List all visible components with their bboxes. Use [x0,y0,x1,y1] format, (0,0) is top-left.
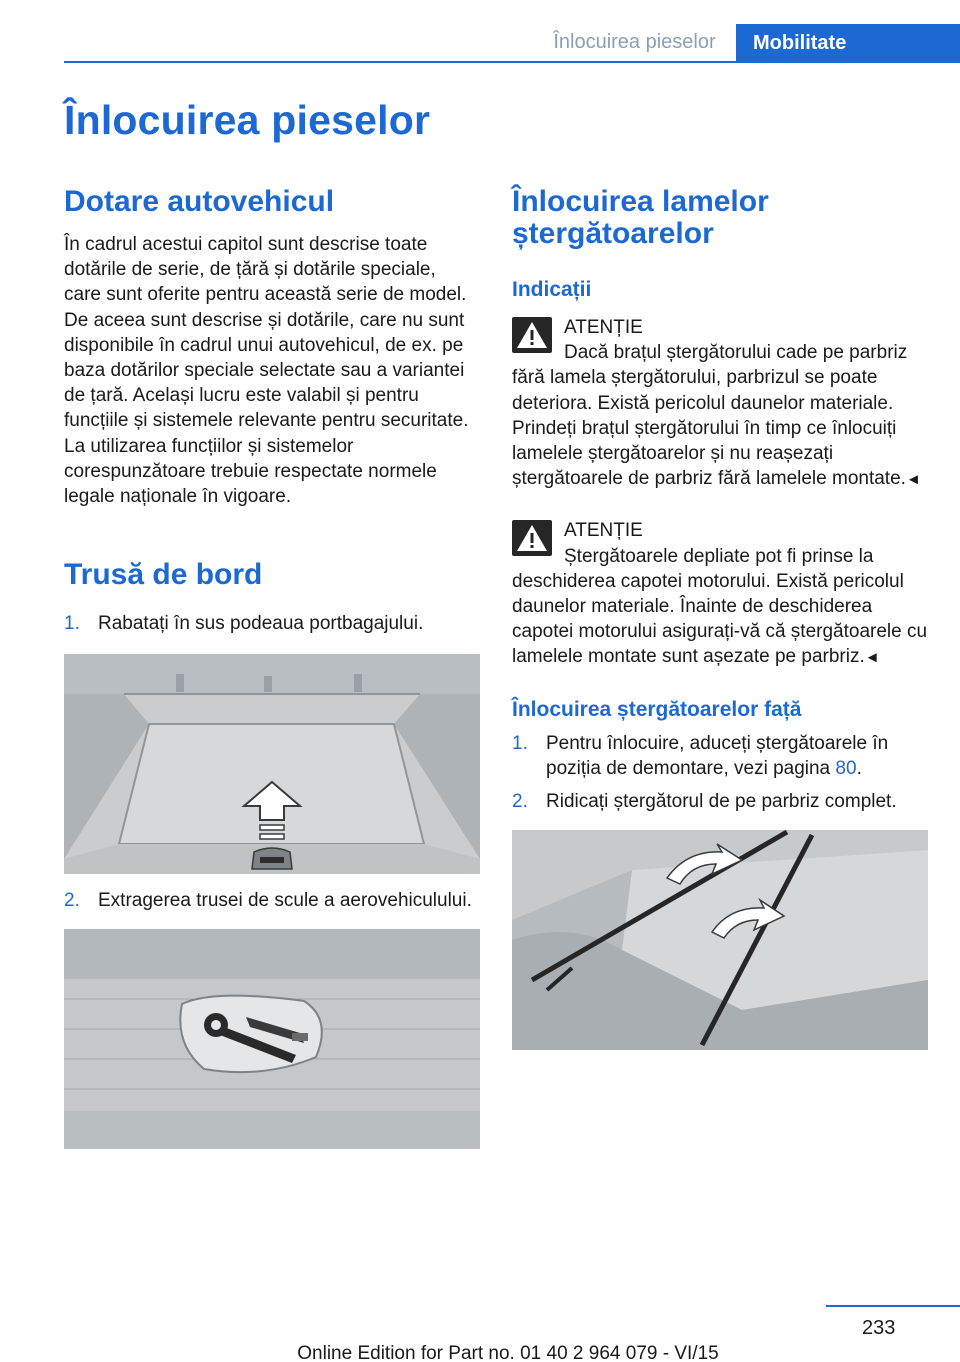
wiper-step-2 [512,789,928,814]
warning-2 [512,518,928,670]
step-text-end: . [856,757,862,779]
warning-triangle-icon [512,317,552,353]
page-link[interactable]: 80 [835,757,857,779]
header-chapter-tab[interactable]: Mobilitate [736,24,960,62]
page-title: Înlocuirea pieselor [64,97,431,143]
trunk-floor-illustration [64,654,480,874]
footer-rule [826,1305,960,1307]
step-number: 2. [64,890,80,912]
footer-edition-text: Online Edition for Part no. 01 40 2 964 079 - VI/15 [297,1343,719,1362]
front-wiper-heading: Înlocuirea ștergătoarelor față [512,697,802,721]
warning-text [512,340,928,492]
kit-step-1 [64,611,480,636]
equipment-text: În cadrul acestui capitol sunt descrise toate dotările de serie, de țără și dotările speciale, care sunt oferite pentru această serie de model. De aceea sunt descrise și dotările, care nu sunt disponibile în cadrul unui autovehicul, de ex. pe baza dotărilor speciale selectate sau a variantei de țară. Același lucru este valabil și pentru funcțiile și sistemele relevante pentru securitate. La utilizarea funcțiilor și sistemelor corespunzătoare trebuie respectate normele legale naționale în vigoare. [64,234,469,508]
left-column [64,183,480,1149]
right-column [512,183,928,1050]
page-number: 233 [862,1317,896,1339]
notes-heading: Indicații [512,278,592,301]
wiper-figure [512,830,928,1050]
wiper-heading: Înlocuirea lamelor ștergătoarelor [512,185,769,250]
step-text: Extragerea trusei de scule a aerovehiculului. [98,890,472,912]
footer-edition [0,1343,960,1362]
header-section-title: Înlocuirea pieselor [553,31,716,53]
warning-body: Dacă brațul ștergătorului cade pe parbriz fără lamela ștergătorului, parbrizul se poate deteriora. Există pericolul daunelor materiale. Prindeți brațul ștergătorului în timp ce înlocuiți lamelele ștergătoarelor și nu reașezați ștergătoarele de parbriz fără lamelele montate. [512,342,908,490]
equipment-heading: Dotare autovehicul [64,185,335,218]
step-number: 2. [512,790,528,812]
step-text: Ridicați ștergătorul de pe parbriz complet. [546,790,897,812]
header-rule [64,61,960,63]
trunk-floor-figure [64,654,480,874]
end-mark: ◄ [905,471,921,489]
step-number: 1. [64,613,80,635]
toolkit-figure [64,929,480,1149]
warning-body: Ștergătoarele depliate pot fi prinse la deschiderea capotei motorului. Există pericolul daunelor materiale. Înainte de deschiderea capotei motorului asigurați-vă că ștergătoarele cu lamelele montate sunt așezate pe parbriz. [512,545,928,668]
warning-label: ATENȚIE [564,317,643,338]
wiper-step-1 [512,731,928,781]
step-text: Rabatați în sus podeaua portbagajului. [98,613,424,635]
toolkit-illustration [64,929,480,1149]
kit-heading: Trusă de bord [64,558,263,592]
step-number: 1. [512,732,528,754]
warning-1 [512,315,928,492]
step-text: Pentru înlocuire, aduceți ștergătoarele în poziția de demontare, vezi pagina [546,732,889,779]
end-mark: ◄ [864,649,880,667]
wiper-illustration [512,830,928,1050]
kit-step-2 [64,888,480,913]
warning-text [512,544,928,671]
warning-triangle-icon [512,520,552,556]
warning-label: ATENȚIE [564,520,643,542]
